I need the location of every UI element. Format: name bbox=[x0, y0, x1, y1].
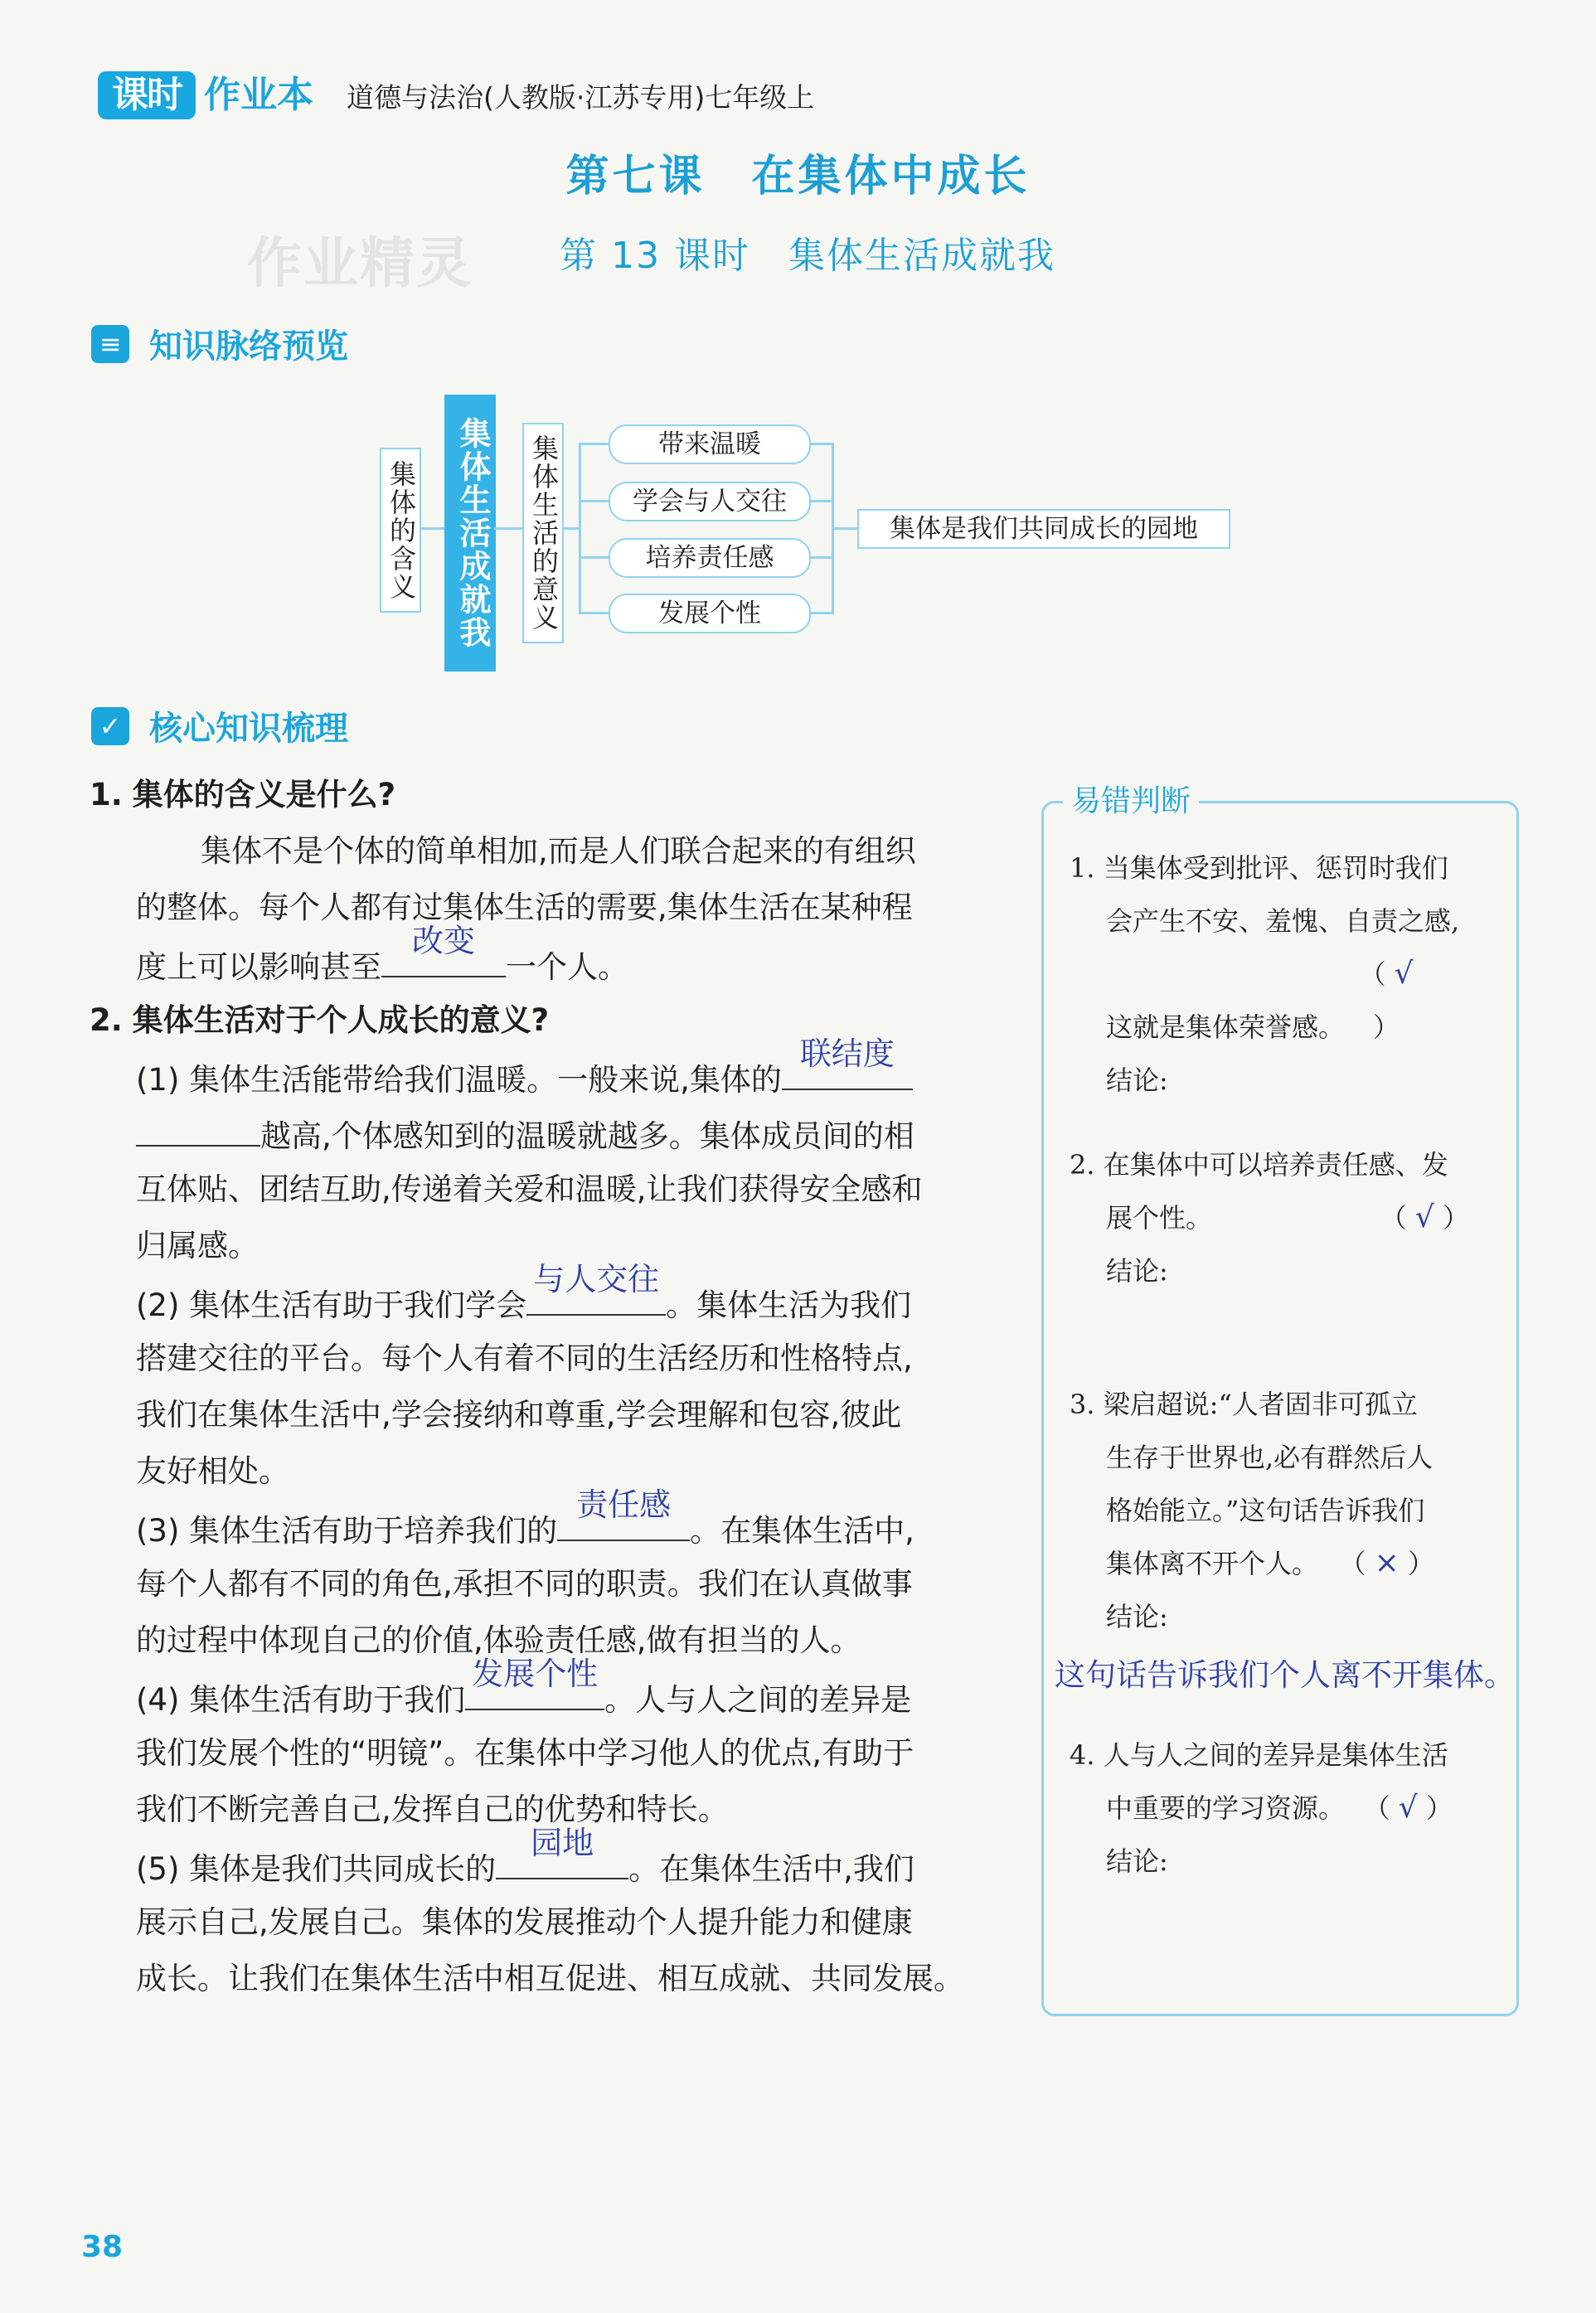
judgement-mark: （ √ ） bbox=[1380, 1200, 1470, 1234]
conclusion-label: 结论: bbox=[1106, 1845, 1168, 1877]
item-number: 2. bbox=[1070, 1149, 1095, 1181]
connector bbox=[494, 527, 522, 530]
judgement-item-3 bbox=[1070, 1378, 1434, 1643]
text: (5) 集体是我们共同成长的 bbox=[136, 1851, 497, 1887]
subject-line: 道德与法治(人教版·江苏专用)七年级上 bbox=[347, 81, 815, 114]
text: (2) 集体生活有助于我们学会 bbox=[136, 1287, 527, 1323]
paragraph-line bbox=[136, 1261, 912, 1334]
connector bbox=[809, 443, 832, 445]
mindmap-meaning-box: 集体生活的意义 bbox=[522, 423, 564, 643]
text: 。在集体生活中, bbox=[690, 1513, 914, 1549]
mindmap-item: 发展个性 bbox=[609, 594, 811, 633]
paragraph-line: 我们发展个性的“明镜”。在集体中学习他人的优点,有助于 bbox=[136, 1735, 914, 1771]
mindmap-item: 培养责任感 bbox=[609, 538, 811, 578]
judgement-item-1 bbox=[1070, 841, 1459, 1107]
item-line-with-mark bbox=[1070, 1537, 1434, 1590]
answer-blank bbox=[381, 923, 506, 977]
mindmap-result-box: 集体是我们共同成长的园地 bbox=[857, 509, 1230, 549]
mindmap-left-box: 集体的含义 bbox=[380, 448, 421, 613]
lesson-title: 第七课 在集体中成长 bbox=[565, 152, 1031, 201]
item-line: 梁启超说:“人者固非可孤立 bbox=[1103, 1389, 1418, 1420]
answer-blank-continued bbox=[136, 1105, 260, 1147]
answer-blank bbox=[782, 1035, 913, 1090]
item-number: 4. bbox=[1070, 1739, 1095, 1771]
item-number: 3. bbox=[1070, 1389, 1095, 1420]
item-line: 格始能立。”这句话告诉我们 bbox=[1106, 1495, 1425, 1526]
paragraph-line: 搭建交往的平台。每个人有着不同的生活经历和性格特点, bbox=[136, 1341, 913, 1376]
text: 越高,个体感知到的温暖就越多。集体成员间的相 bbox=[260, 1118, 914, 1154]
paragraph-line: 友好相处。 bbox=[136, 1453, 289, 1489]
item-number: 1. bbox=[1070, 852, 1095, 884]
conclusion-answer: 这句话告诉我们个人离不开集体。 bbox=[1055, 1657, 1515, 1693]
mark-value: × bbox=[1374, 1546, 1400, 1580]
answer-blank bbox=[526, 1261, 666, 1316]
text: 度上可以影响甚至 bbox=[136, 949, 381, 985]
paragraph-line bbox=[136, 1105, 914, 1165]
answer-blank bbox=[557, 1486, 690, 1541]
conclusion-label: 结论: bbox=[1106, 1255, 1168, 1287]
item-line: 在集体中可以培养责任感、发 bbox=[1103, 1149, 1448, 1181]
checkbox-icon: ✓ bbox=[91, 707, 129, 745]
item-line: 生存于世界也,必有群然后人 bbox=[1106, 1442, 1433, 1473]
error-judgement-title: 易错判断 bbox=[1063, 778, 1199, 820]
text: (3) 集体生活有助于培养我们的 bbox=[136, 1513, 558, 1549]
item-line: 当集体受到批评、惩罚时我们 bbox=[1103, 852, 1448, 884]
item-line-with-mark bbox=[1070, 1782, 1453, 1835]
answer: 责任感 bbox=[576, 1486, 672, 1523]
answer: 园地 bbox=[531, 1825, 594, 1861]
item-line: 集体离不开个人。 bbox=[1106, 1548, 1319, 1579]
question-number: 1. bbox=[90, 777, 123, 812]
answer: 改变 bbox=[411, 923, 475, 959]
watermark: 作业精灵 bbox=[247, 231, 473, 295]
item-line: 人与人之间的差异是集体生活 bbox=[1103, 1739, 1448, 1771]
paragraph-line: 互体贴、团结互助,传递着关爱和温暖,让我们获得安全感和 bbox=[136, 1171, 923, 1207]
answer-blank bbox=[465, 1656, 604, 1710]
item-line: 会产生不安、羞愧、自责之感, bbox=[1106, 905, 1460, 937]
answer: 联结度 bbox=[799, 1035, 895, 1072]
paragraph-line: 我们在集体生活中,学会接纳和尊重,学会理解和包容,彼此 bbox=[136, 1397, 902, 1433]
connector bbox=[809, 556, 832, 559]
question-title: 集体的含义是什么? bbox=[132, 777, 396, 812]
page-number: 38 bbox=[81, 2230, 124, 2264]
text: 。在集体生活中,我们 bbox=[628, 1851, 914, 1887]
conclusion-label: 结论: bbox=[1106, 1601, 1168, 1632]
connector bbox=[579, 500, 609, 502]
connector bbox=[579, 443, 581, 612]
mark-value: √ bbox=[1398, 1791, 1418, 1825]
mindmap-item: 带来温暖 bbox=[609, 424, 811, 464]
question-number: 2. bbox=[90, 1002, 123, 1038]
connector bbox=[562, 527, 579, 530]
item-line-with-mark bbox=[1070, 1191, 1469, 1244]
judgement-mark: （ × ） bbox=[1339, 1546, 1435, 1580]
paragraph-line: 集体不是个体的简单相加,而是人们联合起来的有组织 bbox=[201, 833, 916, 869]
judgement-mark: （ √ ） bbox=[1359, 957, 1414, 1043]
text: 。集体生活为我们 bbox=[666, 1287, 912, 1323]
paragraph-line bbox=[136, 1486, 914, 1559]
mindmap-center-box: 集体生活成就我 bbox=[444, 395, 496, 672]
brand-name: 作业本 bbox=[204, 74, 313, 116]
connector bbox=[579, 443, 609, 445]
connector bbox=[420, 527, 444, 530]
paragraph-line: 每个人都有不同的角色,承担不同的职责。我们在认真做事 bbox=[136, 1566, 913, 1602]
period-title: 第 13 课时 集体生活成就我 bbox=[560, 235, 1055, 277]
connector bbox=[832, 527, 857, 530]
answer: 发展个性 bbox=[472, 1656, 599, 1692]
question-1 bbox=[90, 767, 395, 823]
paragraph-line bbox=[136, 1035, 913, 1108]
mindmap-item: 学会与人交往 bbox=[609, 482, 811, 521]
brand-logo: 课时 bbox=[98, 71, 196, 119]
text: 一个人。 bbox=[506, 949, 628, 985]
judgement-item-2 bbox=[1070, 1138, 1469, 1297]
answer: 与人交往 bbox=[533, 1261, 660, 1297]
item-line-with-mark bbox=[1070, 948, 1459, 1054]
conclusion-label: 结论: bbox=[1106, 1064, 1168, 1096]
text: 。人与人之间的差异是 bbox=[604, 1682, 912, 1718]
judgement-item-4 bbox=[1070, 1729, 1453, 1888]
question-title: 集体生活对于个人成长的意义? bbox=[132, 1002, 550, 1038]
text: (4) 集体生活有助于我们 bbox=[136, 1682, 466, 1718]
paragraph-line bbox=[136, 1825, 914, 1898]
mark-value: √ bbox=[1414, 1200, 1434, 1234]
text: (1) 集体生活能带给我们温暖。一般来说,集体的 bbox=[136, 1062, 782, 1098]
paragraph-line: 成长。让我们在集体生活中相互促进、相互成就、共同发展。 bbox=[136, 1961, 964, 1996]
judgement-mark: （ √ ） bbox=[1363, 1791, 1453, 1825]
paragraph-line: 归属感。 bbox=[136, 1228, 259, 1263]
item-line: 中重要的学习资源。 bbox=[1106, 1792, 1346, 1824]
question-2 bbox=[90, 992, 549, 1049]
paragraph-line: 的整体。每个人都有过集体生活的需要,集体生活在某种程 bbox=[136, 890, 913, 925]
connector bbox=[809, 500, 832, 502]
section-title-overview: 知识脉络预览 bbox=[149, 327, 348, 366]
mark-value: √ bbox=[1394, 957, 1414, 991]
paragraph-line bbox=[136, 1656, 912, 1729]
connector bbox=[579, 612, 609, 614]
answer-blank bbox=[496, 1825, 628, 1879]
layers-icon: ≡ bbox=[91, 325, 129, 363]
paragraph-line: 的过程中体现自己的价值,体验责任感,做有担当的人。 bbox=[136, 1622, 861, 1658]
connector bbox=[809, 612, 832, 614]
connector bbox=[579, 556, 609, 559]
paragraph-line: 展示自己,发展自己。集体的发展推动个人提升能力和健康 bbox=[136, 1904, 913, 1940]
item-line: 这就是集体荣誉感。 bbox=[1106, 1011, 1346, 1043]
paragraph-line: 我们不断完善自己,发挥自己的优势和特长。 bbox=[136, 1792, 729, 1827]
item-line: 展个性。 bbox=[1106, 1202, 1213, 1234]
section-title-core: 核心知识梳理 bbox=[149, 710, 348, 748]
paragraph-line bbox=[136, 923, 628, 996]
